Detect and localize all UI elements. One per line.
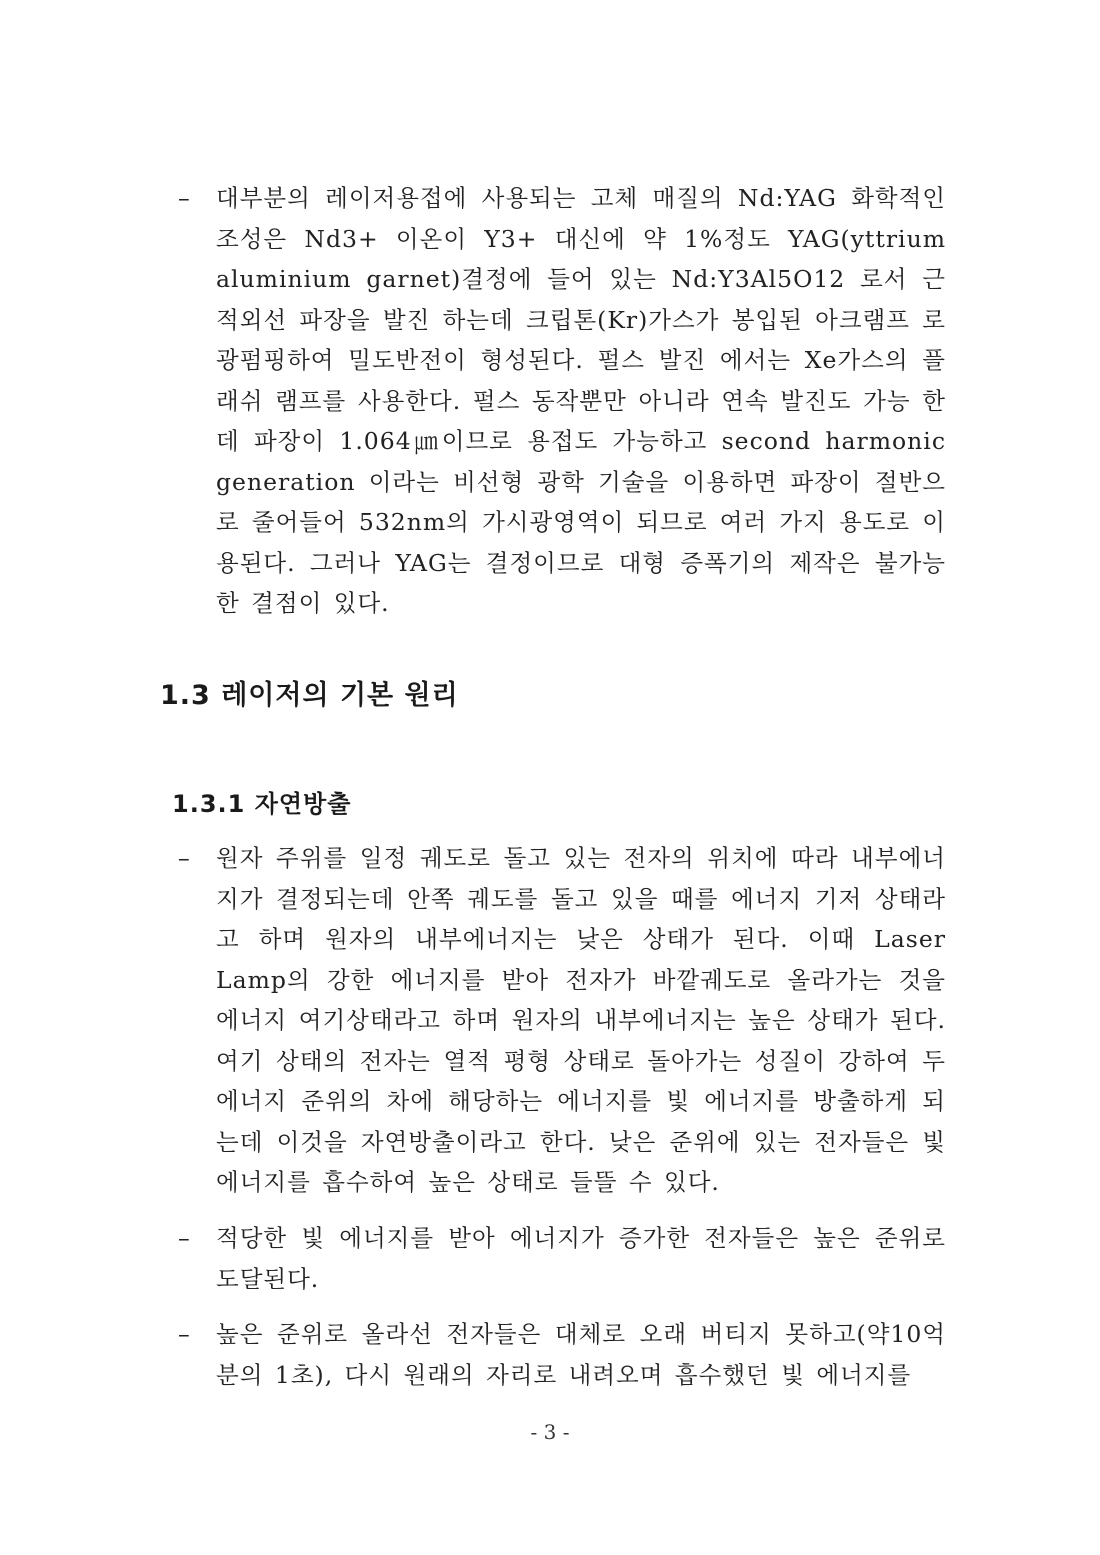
- paragraph-nd-yag: [178, 178, 946, 624]
- bullet-dash: –: [178, 844, 190, 872]
- subsection-heading: 1.3.1 자연방출: [172, 790, 352, 818]
- bullet-item-energy-increase: [178, 1218, 946, 1299]
- section-heading: 1.3 레이저의 기본 원리: [160, 680, 459, 711]
- bullet-text: 원자 주위를 일정 궤도로 돌고 있는 전자의 위치에 따라 내부에너지가 결정되는데 안쪽 궤도를 돌고 있을 때를 에너지 기저 상태라고 하며 원자의 내부에너지는 낮은 상태가 된다. 이때 Laser Lamp의 강한 에너지를 받아 전자가 바깥궤도로 올라가는 것을 에너지 여기상태라고 하며 원자의 내부에너지는 높은 상태가 된다. 여기 상태의 전자는 열적 평형 상태로 돌아가는 성질이 강하여 두 에너지 준위의 차에 해당하는 에너지를 빛 에너지를 방출하게 되는데 이것을 자연방출이라고 한다. 낮은 준위에 있는 전자들은 빛 에너지를 흡수하여 높은 상태로 들뜰 수 있다.: [216, 844, 946, 1196]
- paragraph-text: 대부분의 레이저용접에 사용되는 고체 매질의 Nd:YAG 화학적인 조성은 Nd3+ 이온이 Y3+ 대신에 약 1%정도 YAG(yttrium aluminium garnet)결정에 들어 있는 Nd:Y3Al5O12 로서 근적외선 파장을 발진 하는데 크립톤(Kr)가스가 봉입된 아크램프 로 광펌핑하여 밀도반전이 형성된다. 펄스 발진 에서는 Xe가스의 플래쉬 램프를 사용한다. 펄스 동작뿐만 아니라 연속 발진도 가능 한데 파장이 1.064㎛이므로 용접도 가능하고 second harmonic generation 이라는 비선형 광학 기술을 이용하면 파장이 절반으로 줄어들어 532nm의 가시광영역이 되므로 여러 가지 용도로 이용된다. 그러나 YAG는 결정이므로 대형 증폭기의 제작은 불가능한 결점이 있다.: [216, 184, 946, 617]
- bullet-item-spontaneous-emission: [178, 838, 946, 1203]
- bullet-text: 적당한 빛 에너지를 받아 에너지가 증가한 전자들은 높은 준위로 도달된다.: [216, 1224, 946, 1293]
- bullet-dash: –: [178, 184, 190, 212]
- bullet-dash: –: [178, 1320, 190, 1348]
- bullet-item-return-to-ground: [178, 1314, 946, 1395]
- page-number: - 3 -: [530, 1420, 570, 1444]
- bullet-text: 높은 준위로 올라선 전자들은 대체로 오래 버티지 못하고(약10억분의 1초), 다시 원래의 자리로 내려오며 흡수했던 빛 에너지를: [216, 1320, 946, 1389]
- bullet-dash: –: [178, 1224, 190, 1252]
